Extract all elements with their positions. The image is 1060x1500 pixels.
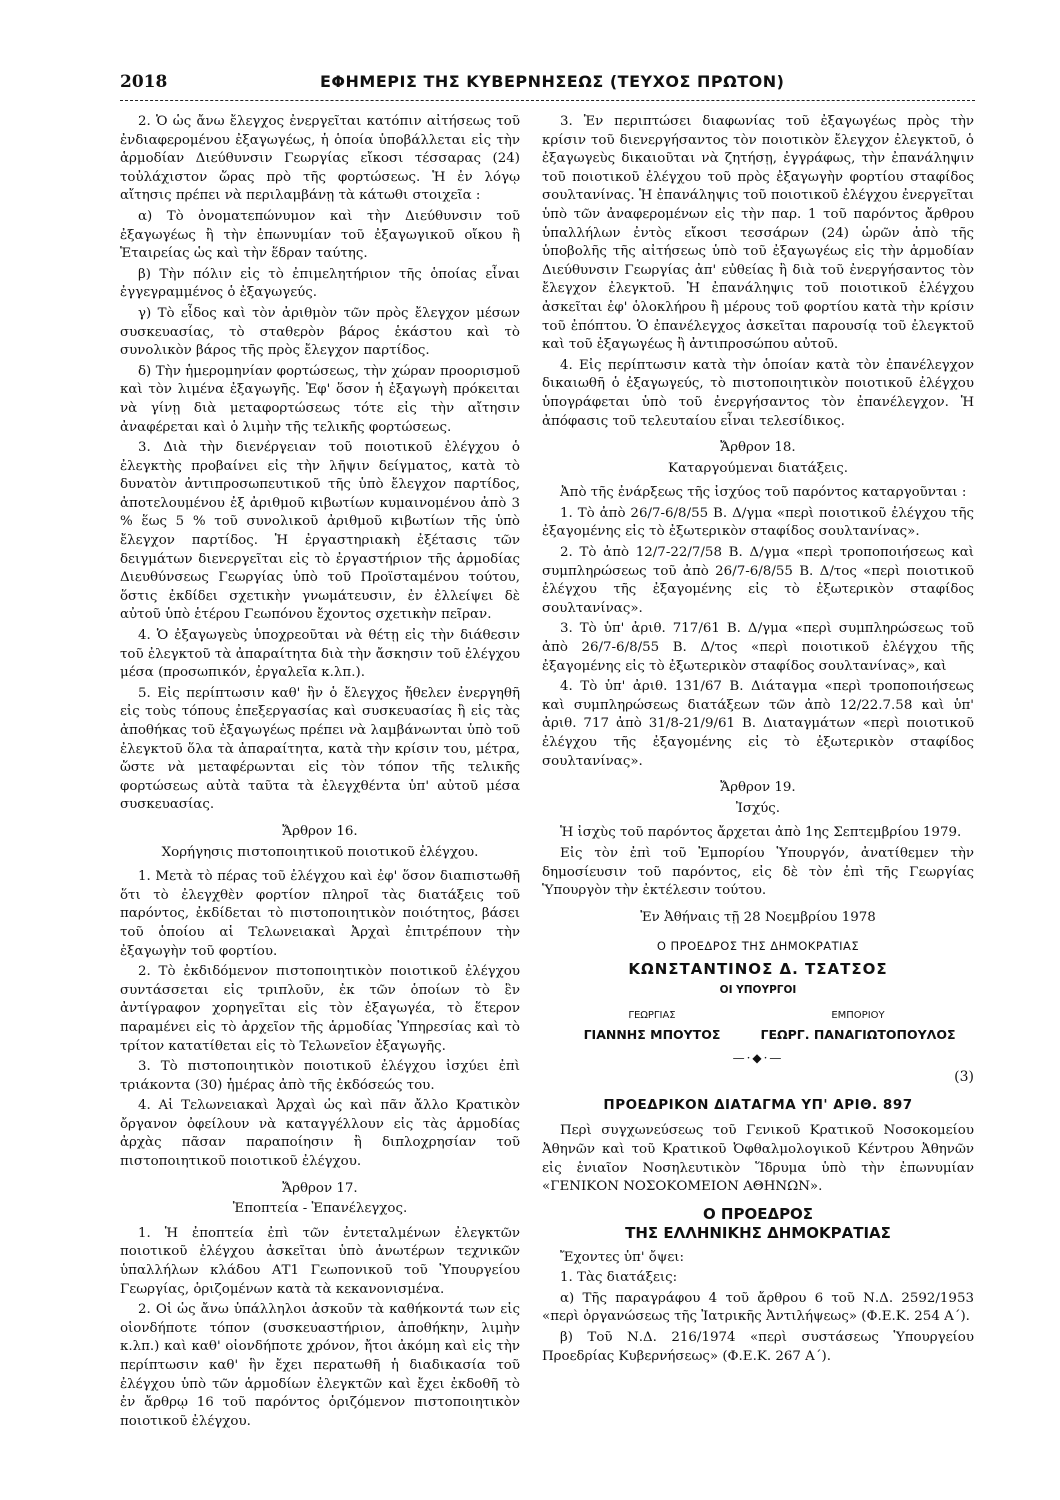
- paragraph-4: 4. Ὁ ἐξαγωγεὺς ὑποχρεοῦται νὰ θέτῃ εἰς τὴν διάθεσιν τοῦ ἐλεγκτοῦ τὰ ἀπαραίτητα διὰ τὴν ἄσκησιν τοῦ ἐλέγχου μέσα (προσωπικόν, ἐργαλεῖα κ.λπ.).: [120, 628, 520, 681]
- provision-1: 1. Τὰς διατάξεις:: [560, 1270, 678, 1286]
- paragraph-4-right: 4. Εἰς περίπτωσιν κατὰ τὴν ὁποίαν κατὰ τὸν ἐπανέλεγχον δικαιωθῆ ὁ ἐξαγωγεύς, τὸ πιστοποιητικὸν ποιοτικοῦ ἐλέγχου ὑπογράφεται ὑπὸ τοῦ ἐνεργήσαντος τὸν ἐπανέλεγχον. Ἡ ἀπόφασις τοῦ τελευταίου εἶναι τελεσίδικος.: [542, 357, 974, 429]
- journal-title: ΕΦΗΜΕΡΙΣ ΤΗΣ ΚΥΒΕΡΝΗΣΕΩΣ (ΤΕΥΧΟΣ ΠΡΩΤΟΝ): [320, 72, 785, 91]
- article-16-heading: Ἄρθρον 16.: [282, 823, 358, 839]
- ministers-line: ΟΙ ΥΠΟΥΡΓΟΙ: [719, 983, 797, 996]
- paragraph-3-right: 3. Ἐν περιπτώσει διαφωνίας τοῦ ἐξαγωγέως πρὸς τὴν κρίσιν τοῦ διενεργήσαντος τὸν ποιοτικὸν ἔλεγχον ἐλεγκτοῦ, ὁ ἐξαγωγεὺς δικαιοῦται νὰ ζητήσῃ, ἐγγράφως, τὴν ἐπανάληψιν τοῦ ποιοτικοῦ ἐλέγχου τοῦ πρὸς ἐξαγωγὴν φορτίου σταφίδος σουλτανίνας. Ἡ ἐπανάληψις τοῦ ποιοτικοῦ ἐλέγχου ἐνεργεῖται ὑπὸ τῶν ἀναφερομένων εἰς τὴν παρ. 1 τοῦ παρόντος ἄρθρου ὑπαλλήλων ἐντὸς εἴκοσι τεσσάρων (24) ὡρῶν ἀπὸ τῆς ὑποβολῆς τῆς αἰτήσεως ὑπὸ τοῦ ἐξαγωγέως εἰς τὴν ἁρμοδίαν Διεύθυνσιν Γεωργίας ἀπ' εὐθείας ἢ διὰ τοῦ ἐνεργήσαντος τὸν ἔλεγχον ἐλεγκτοῦ. Ἡ ἐπανάληψις τοῦ ποιοτικοῦ ἐλέγχου ἀσκεῖται ἐφ' ὁλοκλήρου ἢ μέρους τοῦ φορτίου κατὰ τὴν κρίσιν τοῦ ἐπόπτου. Ὁ ἐπανέλεγχος ἀσκεῖται παρουσίᾳ τοῦ ἐλεγκτοῦ καὶ τοῦ ἐξαγωγέως ἢ ἀντιπροσώπου αὐτοῦ.: [542, 114, 974, 353]
- item-b: β) Τὴν πόλιν εἰς τὸ ἐπιμελητήριον τῆς ὁποίας εἶναι ἐγγεγραμμένος ὁ ἐξαγωγεύς.: [120, 266, 520, 301]
- article-18-paragraph-2: 2. Τὸ ἀπὸ 12/7-22/7/58 Β. Δ/γμα «περὶ τροποποιήσεως καὶ συμπληρώσεως τοῦ ἀπὸ 26/7-6/8/55 Β. Δ/τος «περὶ ποιοτικοῦ ἐλέγχου τῆς ἐξαγομένης εἰς τὸ ἐξωτερικὸν σταφίδος σουλτανίνας».: [542, 545, 974, 616]
- paragraph-5: 5. Εἰς περίπτωσιν καθ' ἣν ὁ ἔλεγχος ἤθελεν ἐνεργηθῆ εἰς τοὺς τόπους ἐπεξεργασίας καὶ συσκευασίας ἢ εἰς τὰς ἀποθήκας τοῦ ἐξαγωγέως πρέπει νὰ λαμβάνωνται ὑπὸ τοῦ ἐλεγκτοῦ ὅλα τὰ ἀπαραίτητα, κατὰ τὴν κρίσιν του, μέτρα, ὥστε νὰ μεταφέρωνται εἰς τὸν τόπον τῆς τελικῆς φορτώσεως αὐτὰ ταῦτα τὰ ἐλεγχθέντα ὑπ' αὐτοῦ μέσα συσκευασίας.: [120, 685, 520, 813]
- article-17-title: Ἐποπτεία - Ἐπανέλεγχος.: [232, 1201, 408, 1217]
- article-18-paragraph-4: 4. Τὸ ὑπ' ἀριθ. 131/67 Β. Διάταγμα «περὶ τροποποιήσεως καὶ συμπληρώσεως διατάξεων τῶν ἀπὸ 12/22.7.58 καὶ ὑπ' ἀριθ. 717 ἀπὸ 31/8-21/9/61 Β. Διαταγμάτων «περὶ ποιοτικοῦ ἐλέγχου τῆς ἐξαγομένης εἰς τὸ ἐξωτερικὸν σταφίδος σουλτανίνας».: [542, 679, 974, 769]
- article-18-title: Καταργούμεναι διατάξεις.: [667, 460, 849, 476]
- article-19-heading: Ἄρθρον 19.: [720, 780, 796, 796]
- item-a: α) Τὸ ὀνοματεπώνυμον καὶ τὴν Διεύθυνσιν τοῦ ἐξαγωγέως ἢ τὴν ἐπωνυμίαν τοῦ ἐξαγωγικοῦ οἴκου ἢ Ἑταιρείας ὡς καὶ τὴν ἕδραν ταύτης.: [120, 208, 520, 262]
- provision-1b: β) Τοῦ Ν.Δ. 216/1974 «περὶ συστάσεως Ὑπουργείου Προεδρίας Κυβερνήσεως» (Φ.Ε.Κ. 267 Α΄).: [542, 1330, 974, 1364]
- date-line: Ἐν Ἀθήναις τῇ 28 Νοεμβρίου 1978: [640, 909, 876, 925]
- article-17-paragraph-1: 1. Ἡ ἐποπτεία ἐπὶ τῶν ἐντεταλμένων ἐλεγκτῶν ποιοτικοῦ ἐλέγχου ἀσκεῖται ὑπὸ ἀνωτέρων τεχνικῶν ὑπαλλήλων κλάδου ΑΤ1 Γεωπονικοῦ τοῦ Ὑπουργείου Γεωργίας, ὁριζομένων κατὰ τὰ κεκανονισμένα.: [120, 1225, 520, 1297]
- minister-2-title: ΕΜΠΟΡΙΟΥ: [831, 1010, 885, 1022]
- article-18-paragraph-3: 3. Τὸ ὑπ' ἀριθ. 717/61 Β. Δ/γμα «περὶ συμπληρώσεως τοῦ ἀπὸ 26/7-6/8/55 Β. Δ/τος «περὶ ποιοτικοῦ ἐλέγχου τῆς ἐξαγομένης εἰς τὸ ἐξωτερικὸν σταφίδος σουλτανίνας», καὶ: [542, 621, 974, 674]
- page-number: 2018: [120, 72, 168, 92]
- article-16-paragraph-1: 1. Μετὰ τὸ πέρας τοῦ ἐλέγχου καὶ ἐφ' ὅσον διαπιστωθῆ ὅτι τὸ ἐλεγχθὲν φορτίον πληροῖ τὰς διατάξεις τοῦ παρόντος, ἐκδίδεται τὸ πιστοποιητικὸν ποιότητος, βάσει τοῦ ὁποίου αἱ Τελωνειακαὶ Ἀρχαὶ ἐπιτρέπουν τὴν ἐξαγωγὴν τοῦ φορτίου.: [120, 869, 520, 959]
- paragraph-3: 3. Διὰ τὴν διενέργειαν τοῦ ποιοτικοῦ ἐλέγχου ὁ ἐλεγκτὴς προβαίνει εἰς τὴν λῆψιν δείγματος, κατὰ τὸ δυνατὸν ἀντιπροσωπευτικοῦ τῆς ὑπὸ ἔλεγχον παρτίδος, ἀποτελουμένου ἐξ ἀριθμοῦ κιβωτίων κυμαινομένου ἀπὸ 3 % ἕως 5 % τοῦ συνολικοῦ ἀριθμοῦ κιβωτίων τῆς ὑπὸ ἔλεγχον παρτίδος. Ἡ ἐργαστηριακὴ ἐξέτασις τῶν δειγμάτων διενεργεῖται εἰς τὸ ἐργαστήριον τῆς ἁρμοδίας Διευθύνσεως Γεωργίας ὑπὸ τοῦ Προϊσταμένου τούτου, ὅστις ἐκδίδει σχετικὴν γνωμάτευσιν, ἐν ἐλλείψει δὲ αὐτοῦ ὑπὸ ἑτέρου Γεωπόνου ἔχοντος σχετικὴν πεῖραν.: [120, 440, 520, 623]
- decree-subject: Περὶ συγχωνεύσεως τοῦ Γενικοῦ Κρατικοῦ Νοσοκομείου Ἀθηνῶν καὶ τοῦ Κρατικοῦ Ὀφθαλμολογικοῦ Κέντρου Ἀθηνῶν εἰς ἑνιαῖον Νοσηλευτικὸν Ἵδρυμα ὑπὸ τὴν ἐπωνυμίαν «ΓΕΝΙΚΟΝ ΝΟΣΟΚΟΜΕΙΟΝ ΑΘΗΝΩΝ».: [542, 1123, 974, 1195]
- article-19-paragraph-1: Ἡ ἰσχὺς τοῦ παρόντος ἄρχεται ἀπὸ 1ης Σεπτεμβρίου 1979.: [560, 825, 962, 841]
- article-18-heading: Ἄρθρον 18.: [720, 440, 796, 456]
- article-18-intro: Ἀπὸ τῆς ἐνάρξεως τῆς ἰσχύος τοῦ παρόντος καταργοῦνται :: [560, 485, 967, 501]
- article-16-paragraph-3: 3. Τὸ πιστοποιητικὸν ποιοτικοῦ ἐλέγχου ἰσχύει ἐπὶ τριάκοντα (30) ἡμέρας ἀπὸ τῆς ἐκδόσεώς του.: [120, 1059, 520, 1093]
- having-regard: Ἔχοντες ὑπ' ὄψει:: [560, 1249, 685, 1265]
- president-name: ΚΩΝΣΤΑΝΤΙΝΟΣ Δ. ΤΣΑΤΣΟΣ: [628, 959, 888, 978]
- article-16-paragraph-4: 4. Αἱ Τελωνειακαὶ Ἀρχαὶ ὡς καὶ πᾶν ἄλλο Κρατικὸν ὄργανον ὀφείλουν νὰ καταγγέλλουν εἰς τὰς ἁρμοδίας ἀρχὰς πᾶσαν παραποίησιν ἢ διπλοχρησίαν τοῦ πιστοποιητικοῦ ποιοτικοῦ ἐλέγχου.: [120, 1098, 520, 1170]
- provision-1a: α) Τῆς παραγράφου 4 τοῦ ἄρθρου 6 τοῦ Ν.Δ. 2592/1953 «περὶ ὀργανώσεως τῆς Ἰατρικῆς Ἀντιλήψεως» (Φ.Ε.Κ. 254 Α΄).: [542, 1290, 974, 1325]
- minister-2-name: ΓΕΩΡΓ. ΠΑΝΑΓΙΩΤΟΠΟΥΛΟΣ: [760, 1026, 956, 1042]
- decree-title: ΠΡΟΕΔΡΙΚΟΝ ΔΙΑΤΑΓΜΑ ΥΠ' ΑΡΙΘ. 897: [603, 1096, 913, 1113]
- right-column: [542, 113, 974, 1368]
- article-16-paragraph-2: 2. Τὸ ἐκδιδόμενον πιστοποιητικὸν ποιοτικοῦ ἐλέγχου συντάσσεται εἰς τριπλοῦν, ἐκ τῶν ὁποίων τὸ ἓν ἀντίγραφον χορηγεῖται εἰς τὸν ἐξαγωγέα, τὸ ἕτερον παραμένει εἰς τὸ ἀρχεῖον τῆς ἁρμοδίας Ὑπηρεσίας καὶ τὸ τρίτον κατατίθεται εἰς τὸ Τελωνεῖον ἐξαγωγῆς.: [120, 964, 520, 1054]
- decree-header: [542, 1068, 974, 1096]
- section-separator: —·◆·—: [732, 1051, 784, 1066]
- minister-agriculture: [552, 1007, 752, 1044]
- paragraph-2: 2. Ὁ ὡς ἄνω ἔλεγχος ἐνεργεῖται κατόπιν αἰτήσεως τοῦ ἐνδιαφερομένου ἐξαγωγέως, ἡ ὁποία ὑποβάλλεται εἰς τὴν ἁρμοδίαν Διεύθυνσιν Γεωργίας εἴκοσι τέσσαρας (24) τοὐλάχιστον ὥρας πρὸ τῆς φορτώσεως. Ἡ ἐν λόγῳ αἴτησις πρέπει νὰ περιλαμβάνῃ τὰ κάτωθι στοιχεῖα :: [120, 114, 520, 204]
- item-c: γ) Τὸ εἶδος καὶ τὸν ἀριθμὸν τῶν πρὸς ἔλεγχον μέσων συσκευασίας, τὸ σταθερὸν βάρος ἑκάστου καὶ τὸ συνολικὸν βάρος τῆς πρὸς ἔλεγχον παρτίδος.: [120, 305, 520, 359]
- article-19-paragraph-2: Εἰς τὸν ἐπὶ τοῦ Ἐμπορίου Ὑπουργόν, ἀνατίθεμεν τὴν δημοσίευσιν τοῦ παρόντος, εἰς δὲ τὸν ἐπὶ τῆς Γεωργίας Ὑπουργὸν τὴν ἐκτέλεσιν τούτου.: [542, 845, 974, 899]
- article-17-paragraph-2: 2. Οἱ ὡς ἄνω ὑπάλληλοι ἀσκοῦν τὰ καθήκοντά των εἰς οἱονδήποτε τόπον (συσκευαστήριον, ἀποθήκην, λιμὴν κ.λπ.) καὶ καθ' οἱονδήποτε χρόνον, ἤτοι ἀκόμη καὶ εἰς τὴν περίπτωσιν καθ' ἣν ἔχει περατωθῆ ἡ διαδικασία τοῦ ἐλέγχου ὑπὸ τῶν ἁρμοδίων ἐλεγκτῶν καὶ ἔχει ἐκδοθῆ τὸ ἐν ἄρθρῳ 16 τοῦ παρόντος ὁριζόμενον πιστοποιητικὸν ποιοτικοῦ ἐλέγχου.: [120, 1302, 520, 1429]
- article-18-paragraph-1: 1. Τὸ ἀπὸ 26/7-6/8/55 Β. Δ/γμα «περὶ ποιοτικοῦ ἐλέγχου τῆς ἐξαγομένης εἰς τὸ ἐξωτερικὸν σταφίδος σουλτανίνας».: [542, 505, 974, 540]
- article-17-heading: Ἄρθρον 17.: [282, 1180, 358, 1196]
- left-column: [120, 113, 520, 1433]
- minister-1-title: ΓΕΩΡΓΙΑΣ: [628, 1010, 676, 1022]
- president-title-line-1: Ο ΠΡΟΕΔΡΟΣ: [702, 1204, 814, 1223]
- article-16-title: Χορήγησις πιστοποιητικοῦ ποιοτικοῦ ἐλέγχου.: [161, 844, 479, 860]
- header-rule: [120, 100, 975, 101]
- item-d: δ) Τὴν ἡμερομηνίαν φορτώσεως, τὴν χώραν προορισμοῦ καὶ τὸν λιμένα ἐξαγωγῆς. Ἐφ' ὅσον ἡ ἐξαγωγὴ πρόκειται νὰ γίνῃ διὰ μεταφορτώσεως τότε εἰς τὴν αἴτησιν ἀναφέρεται καὶ ὁ λιμὴν τῆς τελικῆς φορτώσεως.: [120, 363, 520, 435]
- page-header: [120, 72, 975, 98]
- minister-1-name: ΓΙΑΝΝΗΣ ΜΠΟΥΤΟΣ: [583, 1026, 721, 1042]
- article-19-title: Ἰσχύς.: [735, 800, 781, 816]
- president-title: [542, 1205, 974, 1243]
- signature-block: [542, 937, 974, 1043]
- president-title-line-2: ΤΗΣ ΕΛΛΗΝΙΚΗΣ ΔΗΜΟΚΡΑΤΙΑΣ: [625, 1223, 891, 1242]
- decree-number: (3): [954, 1068, 974, 1085]
- president-line: Ο ΠΡΟΕΔΡΟΣ ΤΗΣ ΔΗΜΟΚΡΑΤΙΑΣ: [656, 939, 860, 954]
- minister-commerce: [742, 1007, 974, 1044]
- ministers-row: [542, 1007, 974, 1043]
